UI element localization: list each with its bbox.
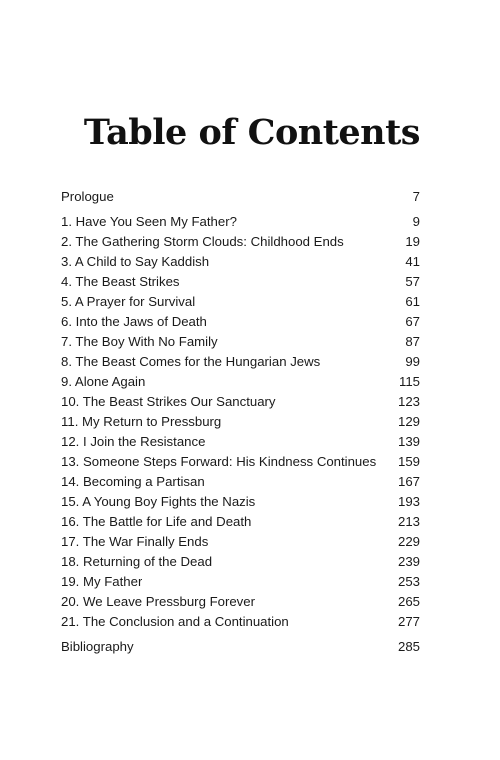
- toc-entry-page-number: 99: [405, 354, 420, 369]
- toc-entry-chapter: [61, 472, 420, 492]
- toc-entry-chapter: [61, 372, 420, 392]
- toc-entry-label: 13. Someone Steps Forward: His Kindness Continues: [61, 454, 377, 469]
- toc-entry-chapter: [61, 412, 420, 432]
- toc-entry-chapter: [61, 312, 420, 332]
- toc-entry-page-number: 277: [397, 614, 420, 629]
- toc-entry-page-number: 139: [397, 434, 420, 449]
- toc-entry-chapter: [61, 512, 420, 532]
- toc-entry-chapter: [61, 352, 420, 372]
- toc-entry-label: 9. Alone Again: [61, 374, 146, 389]
- toc-entry-label: 3. A Child to Say Kaddish: [61, 254, 210, 269]
- toc-entry-page-number: 229: [397, 534, 420, 549]
- toc-entry-page-number: 9: [412, 214, 420, 229]
- toc-entry-page-number: 159: [397, 454, 420, 469]
- toc-entry-label: 12. I Join the Resistance: [61, 434, 206, 449]
- toc-entry-prologue: [61, 187, 420, 207]
- toc-entry-label: 20. We Leave Pressburg Forever: [61, 594, 256, 609]
- toc-entry-label: 17. The War Finally Ends: [61, 534, 209, 549]
- toc-entry-page-number: 67: [405, 314, 420, 329]
- toc-entry-label: 8. The Beast Comes for the Hungarian Jews: [61, 354, 321, 369]
- toc-entry-label: 21. The Conclusion and a Continuation: [61, 614, 289, 629]
- toc-entry-label: 10. The Beast Strikes Our Sanctuary: [61, 394, 276, 409]
- toc-entry-chapter: [61, 272, 420, 292]
- toc-entry-label: 14. Becoming a Partisan: [61, 474, 205, 489]
- toc-entry-page-number: 239: [397, 554, 420, 569]
- toc-entry-page-number: 213: [397, 514, 420, 529]
- toc-entry-chapter: [61, 592, 420, 612]
- toc-entry-label: 1. Have You Seen My Father?: [61, 214, 237, 229]
- toc-entry-page-number: 7: [412, 189, 420, 204]
- toc-entry-label: 4. The Beast Strikes: [61, 274, 180, 289]
- toc-entry-chapter: [61, 452, 420, 472]
- toc-entry-page-number: 193: [397, 494, 420, 509]
- toc-entry-label: 11. My Return to Pressburg: [61, 414, 222, 429]
- toc-entry-page-number: 19: [405, 234, 420, 249]
- toc-entry-page-number: 41: [405, 254, 420, 269]
- toc-entry-page-number: 129: [397, 414, 420, 429]
- toc-entry-chapter: [61, 292, 420, 312]
- toc-entry-chapter: [61, 332, 420, 352]
- toc-entry-label: 7. The Boy With No Family: [61, 334, 218, 349]
- toc-entry-page-number: 265: [397, 594, 420, 609]
- toc-entry-chapter: [61, 232, 420, 252]
- toc-entry-label: 15. A Young Boy Fights the Nazis: [61, 494, 256, 509]
- toc-entry-page-number: 253: [397, 574, 420, 589]
- table-of-contents: [61, 187, 420, 657]
- toc-entry-chapter: [61, 432, 420, 452]
- toc-entry-label: Prologue: [61, 189, 114, 204]
- toc-entry-page-number: 123: [397, 394, 420, 409]
- toc-entry-label: 6. Into the Jaws of Death: [61, 314, 207, 329]
- page-title: Table of Contents: [83, 112, 420, 153]
- toc-entry-chapter: [61, 612, 420, 632]
- toc-entry-label: 18. Returning of the Dead: [61, 554, 213, 569]
- toc-entry-label: Bibliography: [61, 639, 134, 654]
- toc-entry-label: 5. A Prayer for Survival: [61, 294, 196, 309]
- toc-entry-page-number: 285: [397, 639, 420, 654]
- toc-entry-page-number: 61: [405, 294, 420, 309]
- toc-entry-chapter: [61, 572, 420, 592]
- toc-entry-page-number: 115: [398, 374, 420, 389]
- toc-entry-chapter: [61, 532, 420, 552]
- toc-entry-chapter: [61, 492, 420, 512]
- toc-entry-chapter: [61, 552, 420, 572]
- toc-entry-bibliography: [61, 637, 420, 657]
- toc-entry-chapter: [61, 212, 420, 232]
- toc-entry-page-number: 167: [397, 474, 420, 489]
- toc-entry-chapter: [61, 252, 420, 272]
- toc-entry-chapter: [61, 392, 420, 412]
- toc-entry-label: 19. My Father: [61, 574, 143, 589]
- toc-entry-label: 2. The Gathering Storm Clouds: Childhood Ends: [61, 234, 344, 249]
- toc-entry-page-number: 57: [405, 274, 420, 289]
- toc-entry-page-number: 87: [405, 334, 420, 349]
- toc-entry-label: 16. The Battle for Life and Death: [61, 514, 252, 529]
